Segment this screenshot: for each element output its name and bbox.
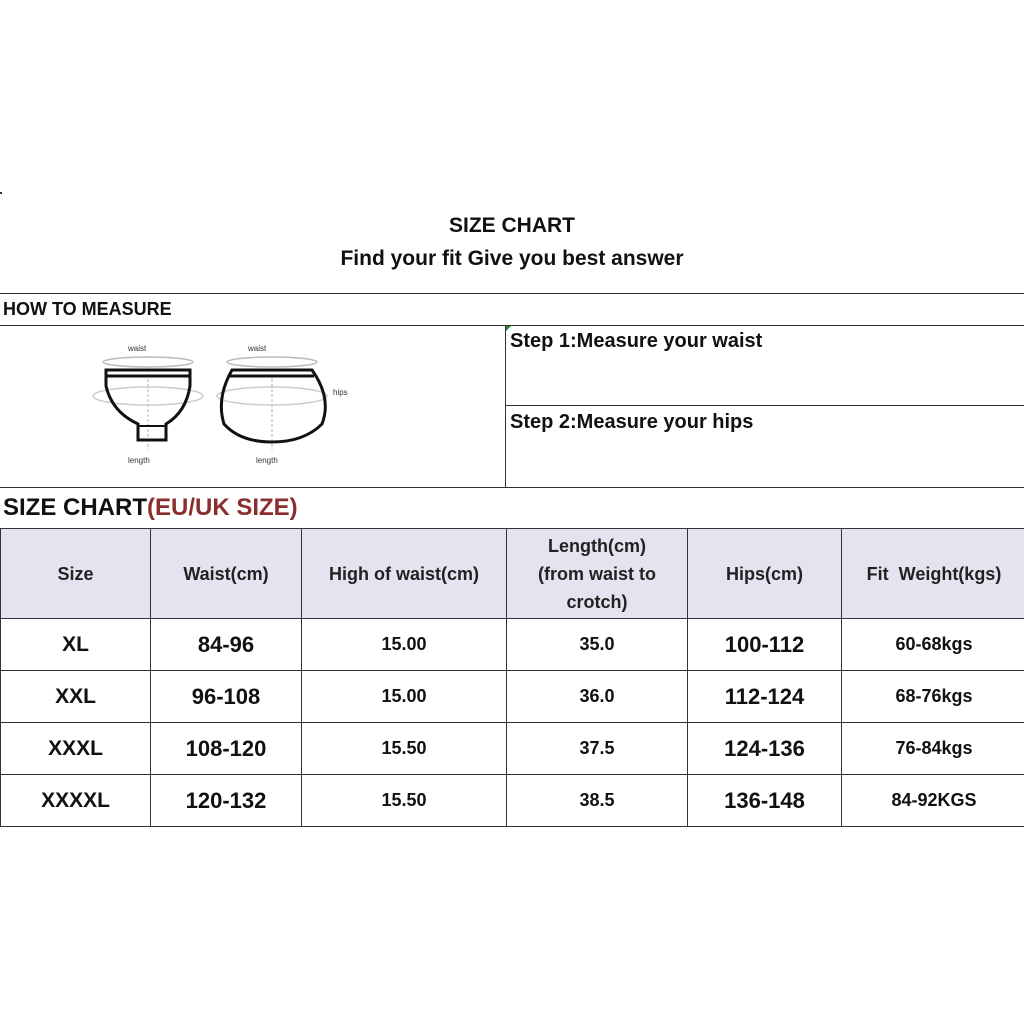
cell-waist: 108-120 bbox=[151, 723, 302, 775]
label-hips: hips bbox=[333, 388, 348, 397]
cell-fit-weight: 60-68kgs bbox=[842, 619, 1024, 671]
label-length-left: length bbox=[128, 456, 150, 465]
label-waist-right: waist bbox=[248, 344, 267, 353]
cell-size: XL bbox=[1, 619, 151, 671]
divider-steps bbox=[506, 405, 1024, 406]
cell-length: 35.0 bbox=[507, 619, 688, 671]
cell-length: 37.5 bbox=[507, 723, 688, 775]
cell-high-of-waist: 15.50 bbox=[302, 775, 507, 827]
table-row bbox=[1, 619, 1024, 671]
how-to-measure-heading: HOW TO MEASURE bbox=[3, 299, 172, 319]
cell-high-of-waist: 15.50 bbox=[302, 723, 507, 775]
col-header-length bbox=[507, 529, 688, 619]
cell-length: 36.0 bbox=[507, 671, 688, 723]
col-header-hips: Hips(cm) bbox=[688, 529, 842, 619]
briefs-diagram-svg bbox=[90, 338, 360, 470]
cell-hips: 136-148 bbox=[688, 775, 842, 827]
cell-fit-weight: 84-92KGS bbox=[842, 775, 1024, 827]
cell-waist: 84-96 bbox=[151, 619, 302, 671]
waist-guide-left bbox=[103, 357, 193, 367]
table-row bbox=[1, 671, 1024, 723]
label-length-right: length bbox=[256, 456, 278, 465]
briefs-back-icon bbox=[221, 370, 325, 442]
cell-high-of-waist: 15.00 bbox=[302, 619, 507, 671]
page-title: SIZE CHART bbox=[449, 214, 575, 237]
cell-size: XXL bbox=[1, 671, 151, 723]
waist-guide-right bbox=[227, 357, 317, 367]
cell-length: 38.5 bbox=[507, 775, 688, 827]
divider-measure-bottom bbox=[0, 487, 1024, 488]
label-waist-left: waist bbox=[128, 344, 147, 353]
cell-hips: 100-112 bbox=[688, 619, 842, 671]
table-row bbox=[1, 775, 1024, 827]
measurement-diagram bbox=[90, 338, 360, 470]
col-header-waist: Waist(cm) bbox=[151, 529, 302, 619]
table-row bbox=[1, 723, 1024, 775]
step-2-text: Step 2:Measure your hips bbox=[510, 411, 754, 433]
cell-waist: 120-132 bbox=[151, 775, 302, 827]
corner-dot bbox=[0, 192, 2, 194]
cell-fit-weight: 76-84kgs bbox=[842, 723, 1024, 775]
cell-hips: 124-136 bbox=[688, 723, 842, 775]
size-chart-heading-main: SIZE CHART bbox=[3, 494, 147, 521]
cell-high-of-waist: 15.00 bbox=[302, 671, 507, 723]
col-header-size: Size bbox=[1, 529, 151, 619]
col-header-fit-weight: Fit Weight(kgs) bbox=[842, 529, 1024, 619]
table-header-row bbox=[1, 529, 1024, 619]
col-header-high-of-waist: High of waist(cm) bbox=[302, 529, 507, 619]
cell-fit-weight: 68-76kgs bbox=[842, 671, 1024, 723]
size-chart-heading bbox=[3, 494, 298, 522]
size-chart-heading-accent: (EU/UK SIZE) bbox=[147, 494, 298, 521]
page-subtitle: Find your fit Give you best answer bbox=[340, 247, 684, 270]
col-header-length-line3: crotch) bbox=[566, 591, 628, 612]
col-header-length-line1: Length(cm) bbox=[548, 535, 646, 556]
cell-size: XXXXL bbox=[1, 775, 151, 827]
cell-waist: 96-108 bbox=[151, 671, 302, 723]
cell-size: XXXL bbox=[1, 723, 151, 775]
divider-measure-top bbox=[0, 325, 1024, 326]
col-header-length-line2: (from waist to bbox=[537, 563, 656, 584]
divider-vertical-measure bbox=[505, 325, 506, 487]
step-1-text: Step 1:Measure your waist bbox=[510, 330, 763, 352]
divider-top bbox=[0, 293, 1024, 294]
cell-hips: 112-124 bbox=[688, 671, 842, 723]
size-table bbox=[0, 528, 1024, 827]
